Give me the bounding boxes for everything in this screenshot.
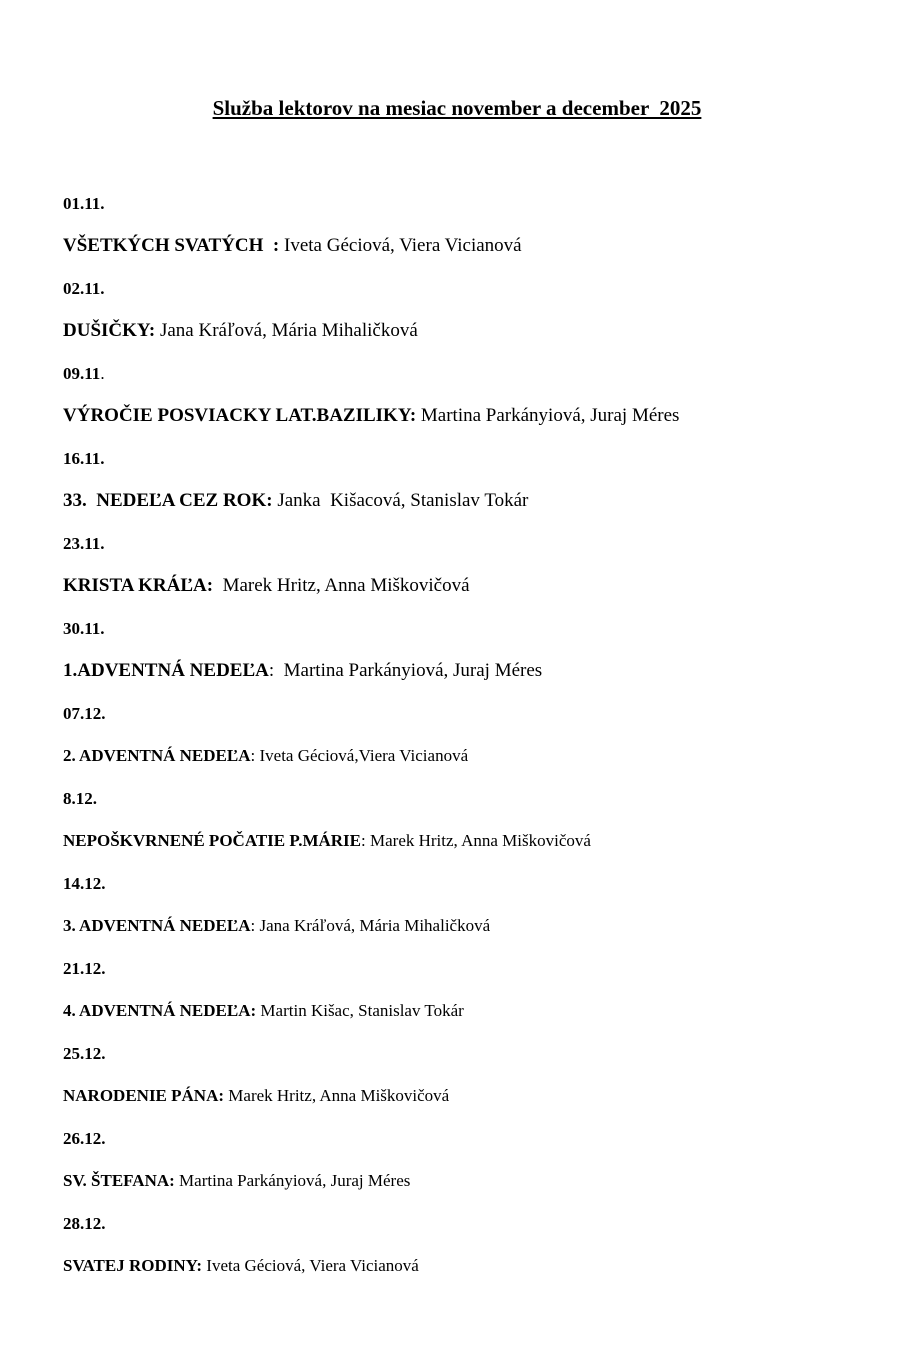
readers: Janka Kišacová, Stanislav Tokár bbox=[272, 490, 529, 511]
entry-line bbox=[63, 572, 893, 615]
feast-name: VŠETKÝCH SVATÝCH : bbox=[63, 235, 280, 256]
feast-name: SV. ŠTEFANA: bbox=[63, 1171, 175, 1190]
readers: Jana Kráľová, Mária Mihaličková bbox=[255, 916, 491, 935]
entry-line: 2. ADVENTNÁ NEDEĽA: Iveta Géciová,Viera Vicianová bbox=[63, 746, 469, 765]
feast-name: 1.ADVENTNÁ NEDEĽA bbox=[63, 660, 269, 681]
entry-line bbox=[63, 1082, 893, 1125]
schedule-list bbox=[63, 190, 893, 1295]
entry-line: 3. ADVENTNÁ NEDEĽA: Jana Kráľová, Mária Mihaličková bbox=[63, 916, 491, 935]
feast-name: VÝROČIE POSVIACKY LAT.BAZILIKY: bbox=[63, 405, 417, 426]
entry-date: 01.11. bbox=[63, 194, 105, 213]
readers: Martina Parkányiová, Juraj Méres bbox=[174, 1171, 411, 1190]
entry-date: 30.11. bbox=[63, 619, 105, 638]
readers: Marek Hritz, Anna Miškovičová bbox=[224, 1086, 450, 1105]
feast-name: 4. ADVENTNÁ NEDEĽA: bbox=[63, 1001, 257, 1020]
feast-name: DUŠIČKY: bbox=[63, 320, 156, 341]
entry-line bbox=[63, 317, 893, 360]
readers: Marek Hritz, Anna Miškovičová bbox=[365, 831, 591, 850]
entry-date: 21.12. bbox=[63, 959, 106, 978]
entry-date: 16.11. bbox=[63, 449, 105, 468]
feast-name: KRISTA KRÁĽA: bbox=[63, 575, 214, 596]
readers: Martina Parkányiová, Juraj Méres bbox=[416, 405, 680, 426]
entry-date: 09.11. bbox=[63, 364, 105, 383]
readers: Iveta Géciová, Viera Vicianová bbox=[202, 1256, 419, 1275]
readers: Jana Kráľová, Mária Mihaličková bbox=[155, 320, 418, 341]
entry-line: 1.ADVENTNÁ NEDEĽA: Martina Parkányiová, Juraj Méres bbox=[63, 660, 543, 681]
entry-line bbox=[63, 1252, 893, 1295]
readers: Martin Kišac, Stanislav Tokár bbox=[256, 1001, 464, 1020]
entry-line bbox=[63, 232, 893, 275]
feast-name: 2. ADVENTNÁ NEDEĽA bbox=[63, 746, 251, 765]
entry-date: 26.12. bbox=[63, 1129, 106, 1148]
feast-name: NEPOŠKVRNENÉ POČATIE P.MÁRIE bbox=[63, 831, 362, 850]
entry-date: 07.12. bbox=[63, 704, 106, 723]
readers: Martina Parkányiová, Juraj Méres bbox=[274, 660, 543, 681]
feast-name: SVATEJ RODINY: bbox=[63, 1256, 203, 1275]
entry-date: 23.11. bbox=[63, 534, 105, 553]
entry-date: 14.12. bbox=[63, 874, 106, 893]
readers: Marek Hritz, Anna Miškovičová bbox=[213, 575, 470, 596]
entry-date: 25.12. bbox=[63, 1044, 106, 1063]
entry-line bbox=[63, 402, 893, 445]
entry-line bbox=[63, 997, 893, 1040]
feast-name: 3. ADVENTNÁ NEDEĽA bbox=[63, 916, 251, 935]
feast-name: 33. NEDEĽA CEZ ROK: bbox=[63, 490, 273, 511]
entry-date: 8.12. bbox=[63, 789, 97, 808]
page-title: Služba lektorov na mesiac november a december 2025 bbox=[212, 96, 702, 120]
entry-line bbox=[63, 487, 893, 530]
entry-date: 28.12. bbox=[63, 1214, 106, 1233]
readers: Iveta Géciová, Viera Vicianová bbox=[279, 235, 522, 256]
entry-date: 02.11. bbox=[63, 279, 105, 298]
entry-line: NEPOŠKVRNENÉ POČATIE P.MÁRIE: Marek Hritz, Anna Miškovičová bbox=[63, 831, 591, 850]
entry-line bbox=[63, 1167, 893, 1210]
readers: Iveta Géciová,Viera Vicianová bbox=[255, 746, 469, 765]
feast-name: NARODENIE PÁNA: bbox=[63, 1086, 225, 1105]
